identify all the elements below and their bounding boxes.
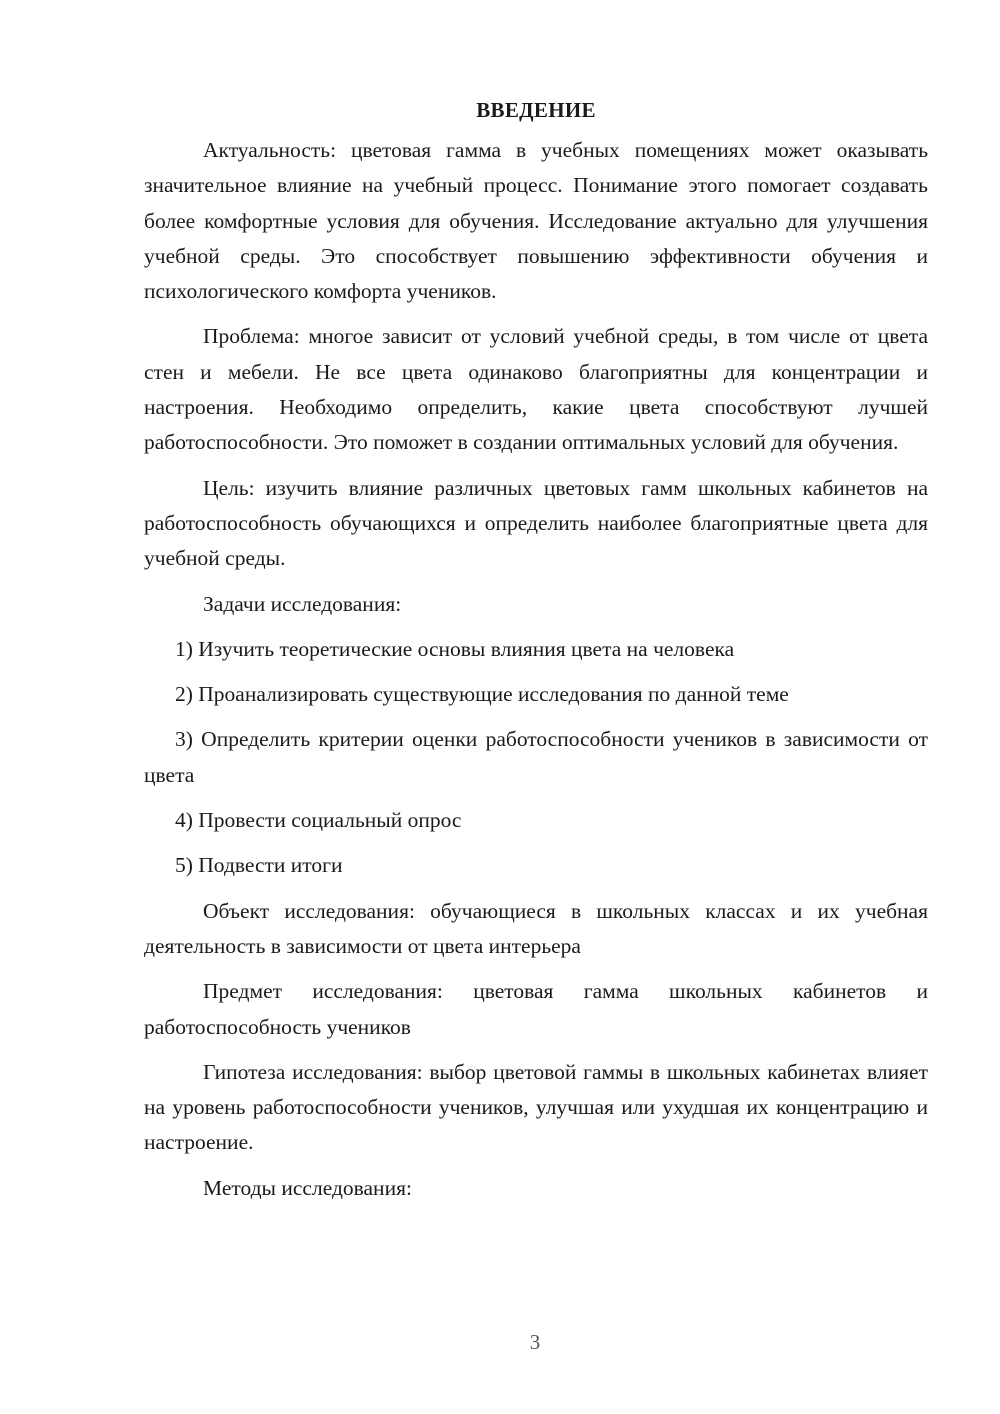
methods-heading: Методы исследования: [203,1175,412,1200]
subject-paragraph: Предмет исследования: цветовая гамма школьных кабинетов и работоспособность учеников [144,979,928,1039]
document-page [144,90,928,1216]
relevance-paragraph: Актуальность: цветовая гамма в учебных помещениях может оказывать значительное влияние на учебный процесс. Понимание этого помогает создавать более комфортные условия для обучения. Исследование актуально для улучшения учебной среды. Это способствует повышению эффективности обучения и психологического комфорта учеников. [144,138,928,304]
object-paragraph: Объект исследования: обучающиеся в школьных классах и их учебная деятельность в зависимости от цвета интерьера [144,898,928,958]
task-item: 5) Подвести итоги [175,853,343,878]
task-item: 2) Проанализировать существующие исследования по данной теме [175,682,789,707]
page-number: 3 [529,1330,541,1354]
task-item: 4) Провести социальный опрос [175,808,462,833]
tasks-heading: Задачи исследования: [203,591,402,616]
problem-paragraph: Проблема: многое зависит от условий учебной среды, в том числе от цвета стен и мебели. Не все цвета одинаково благоприятны для концентрации и настроения. Необходимо определить, какие цвета способствуют лучшей работоспособности. Это поможет в создании оптимальных условий для обучения. [144,324,928,455]
page-title: ВВЕДЕНИЕ [476,98,596,122]
task-item: 1) Изучить теоретические основы влияния цвета на человека [175,636,735,661]
hypothesis-paragraph: Гипотеза исследования: выбор цветовой гаммы в школьных кабинетах влияет на уровень работоспособности учеников, улучшая или ухудшая их концентрацию и настроение. [144,1059,928,1155]
task-item: 3) Определить критерии оценки работоспособности учеников в зависимости от цвета [144,727,928,787]
goal-paragraph: Цель: изучить влияние различных цветовых гамм школьных кабинетов на работоспособность обучающихся и определить наиболее благоприятные цвета для учебной среды. [144,475,928,571]
